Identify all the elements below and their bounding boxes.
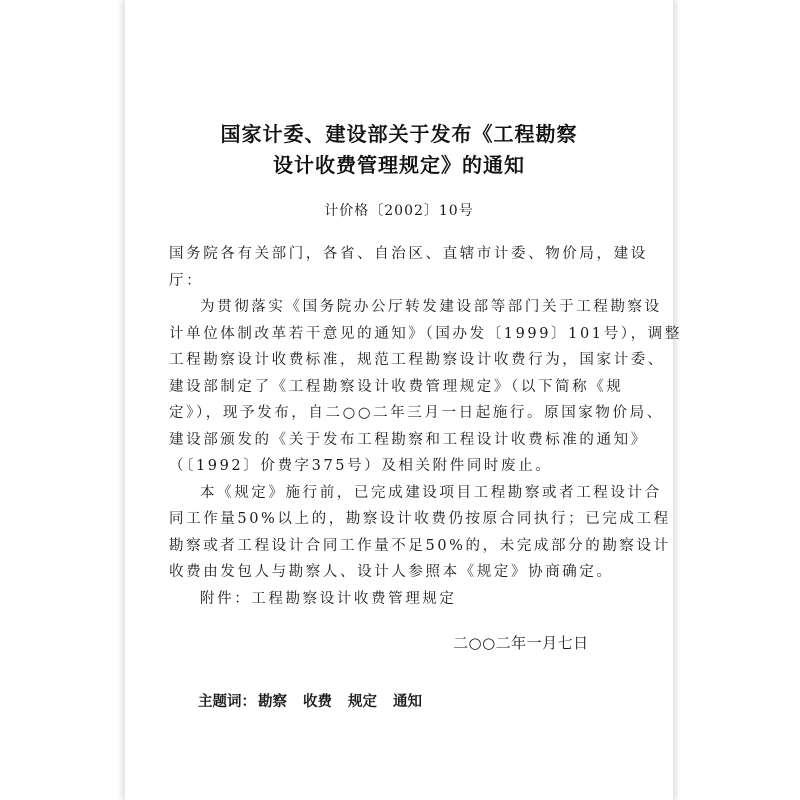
paragraph-1-line: 工程勘察设计收费标准，规范工程勘察设计收费行为，国家计委、 [169, 352, 665, 368]
addressee-line: 厅： [169, 272, 204, 289]
paragraph-1-line: 建设部颁发的《关于发布工程勘察和工程设计收费标准的通知》 [169, 431, 648, 448]
issue-date: 二○○二年一月七日 [453, 634, 589, 652]
document-title-line-2: 设计收费管理规定》的通知 [273, 153, 525, 177]
attachment-line: 附件：工程勘察设计收费管理规定 [200, 590, 457, 607]
keyword: 收费 [303, 694, 332, 710]
paragraph-1-line: 为贯彻落实《国务院办公厅转发建设部等部门关于工程勘察设 [200, 299, 662, 315]
paragraph-2-line: 本《规定》施行前，已完成建设项目工程勘察或者工程设计合 [200, 484, 662, 501]
keywords-label: 主题词： [198, 694, 256, 710]
paragraph-1-line: 定》），现予发布，自二○○二年三月一日起施行。原国家物价局、 [169, 405, 664, 421]
paragraph-2-line: 勘察或者工程设计合同工作量不足50%的，未完成部分的勘察设计 [169, 537, 671, 554]
keyword: 通知 [393, 694, 422, 710]
addressee-line: 国务院各有关部门，各省、自治区、直辖市计委、物价局，建设 [169, 246, 648, 262]
document-number: 计价格〔2002〕10号 [324, 203, 474, 219]
document-page [124, 0, 682, 800]
keyword: 规定 [348, 694, 377, 710]
keywords-line [198, 690, 438, 711]
document-title-line-1: 国家计委、建设部关于发布《工程勘察 [220, 122, 578, 146]
paragraph-1-line: （〔1992〕价费字375号）及相关附件同时废止。 [169, 458, 553, 474]
keyword: 勘察 [258, 694, 287, 710]
paragraph-2-line: 同工作量50%以上的，勘察设计收费仍按原合同执行；已完成工程 [169, 511, 671, 527]
paragraph-2-line: 收费由发包人与勘察人、设计人参照本《规定》协商确定。 [169, 564, 614, 580]
paragraph-1-line: 计单位体制改革若干意见的通知》（国办发〔1999〕101号），调整 [169, 325, 682, 342]
paragraph-1-line: 建设部制定了《工程勘察设计收费管理规定》（以下简称《规 [169, 378, 624, 395]
document-body [169, 241, 682, 612]
